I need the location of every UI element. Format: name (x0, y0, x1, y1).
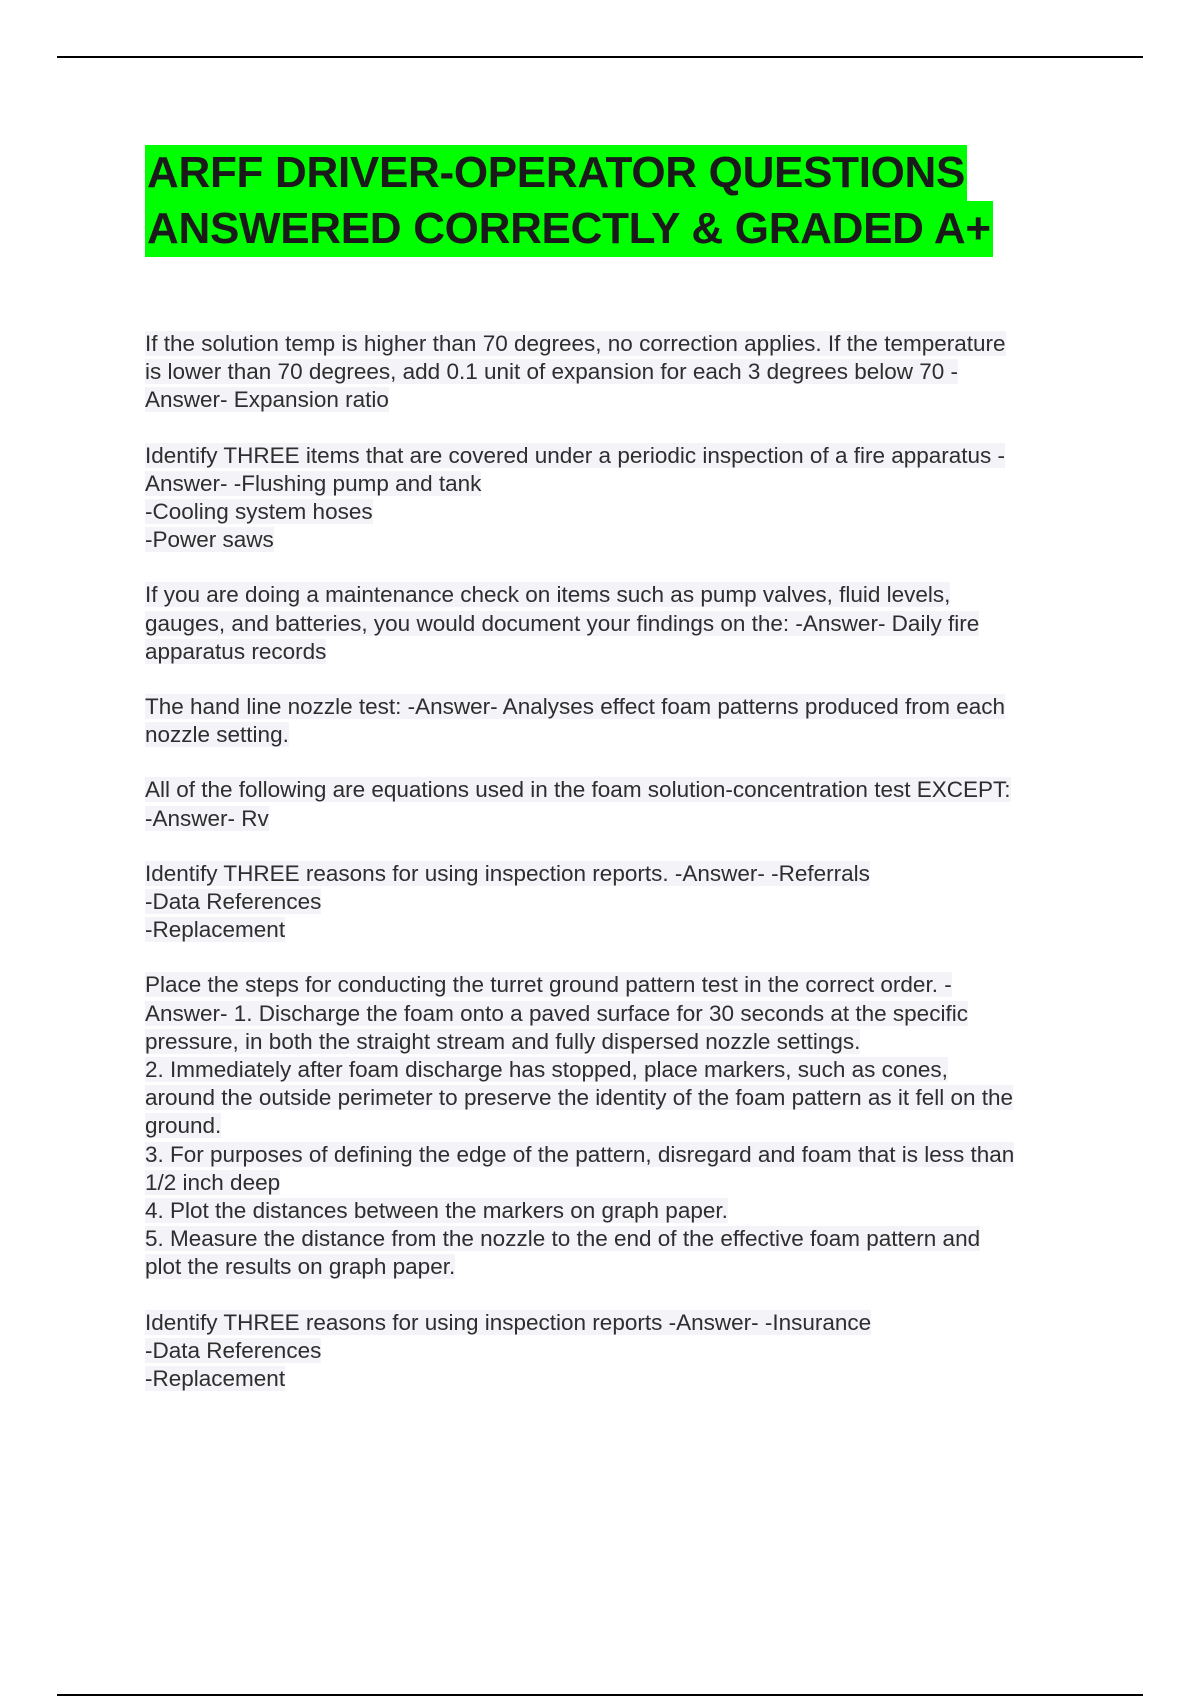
qa-entry (145, 971, 1090, 1281)
qa-line: 1/2 inch deep (145, 1169, 281, 1195)
qa-line: Identify THREE reasons for using inspection reports -Answer- -Insurance (145, 1309, 872, 1335)
qa-entry (145, 860, 1090, 945)
qa-line: nozzle setting. (145, 722, 289, 748)
qa-line: apparatus records (145, 638, 327, 664)
qa-entry (145, 1309, 1090, 1394)
title-line: ARFF DRIVER-OPERATOR QUESTIONS (145, 145, 967, 201)
qa-line: The hand line nozzle test: -Answer- Analyses effect foam patterns produced from each (145, 694, 1006, 720)
qa-line: gauges, and batteries, you would document your findings on the: -Answer- Daily fire (145, 610, 980, 636)
qa-entry (145, 330, 1090, 415)
qa-line: Answer- -Flushing pump and tank (145, 470, 482, 496)
qa-line: is lower than 70 degrees, add 0.1 unit of expansion for each 3 degrees below 70 - (145, 359, 959, 385)
qa-line: Identify THREE items that are covered under a periodic inspection of a fire apparatus - (145, 442, 1006, 468)
qa-line: If the solution temp is higher than 70 degrees, no correction applies. If the temperature (145, 331, 1006, 356)
document-title (145, 145, 1085, 257)
top-rule (57, 56, 1143, 58)
qa-entry (145, 442, 1090, 555)
qa-line: -Replacement (145, 917, 286, 943)
qa-line: plot the results on graph paper. (145, 1254, 456, 1280)
qa-line: 3. For purposes of defining the edge of the pattern, disregard and foam that is less than (145, 1141, 1015, 1167)
qa-line: around the outside perimeter to preserve the identity of the foam pattern as it fell on the (145, 1085, 1014, 1111)
qa-line: ground. (145, 1113, 222, 1139)
qa-line: 2. Immediately after foam discharge has stopped, place markers, such as cones, (145, 1057, 948, 1083)
qa-line: -Answer- Rv (145, 805, 269, 831)
qa-entry (145, 776, 1090, 832)
qa-line: -Cooling system hoses (145, 499, 373, 525)
qa-line: Answer- Expansion ratio (145, 387, 389, 413)
qa-line: 4. Plot the distances between the markers on graph paper. (145, 1198, 728, 1224)
qa-line: Answer- 1. Discharge the foam onto a paved surface for 30 seconds at the specific (145, 1000, 968, 1026)
qa-line: -Data References (145, 1337, 322, 1363)
qa-line: If you are doing a maintenance check on items such as pump valves, fluid levels, (145, 582, 951, 608)
qa-line: pressure, in both the straight stream and fully dispersed nozzle settings. (145, 1028, 861, 1054)
qa-line: -Data References (145, 889, 322, 915)
qa-line: Place the steps for conducting the turret ground pattern test in the correct order. - (145, 972, 952, 998)
qa-entry (145, 693, 1090, 749)
title-line: ANSWERED CORRECTLY & GRADED A+ (145, 201, 993, 257)
qa-line: All of the following are equations used in the foam solution-concentration test EXCEPT: (145, 777, 1011, 803)
qa-line: Identify THREE reasons for using inspection reports. -Answer- -Referrals (145, 860, 870, 886)
bottom-rule (57, 1694, 1143, 1696)
qa-line: -Replacement (145, 1366, 286, 1392)
qa-line: -Power saws (145, 527, 274, 553)
qa-entry (145, 581, 1090, 666)
qa-line: 5. Measure the distance from the nozzle to the end of the effective foam pattern and (145, 1226, 981, 1252)
qa-list (145, 330, 1090, 1420)
